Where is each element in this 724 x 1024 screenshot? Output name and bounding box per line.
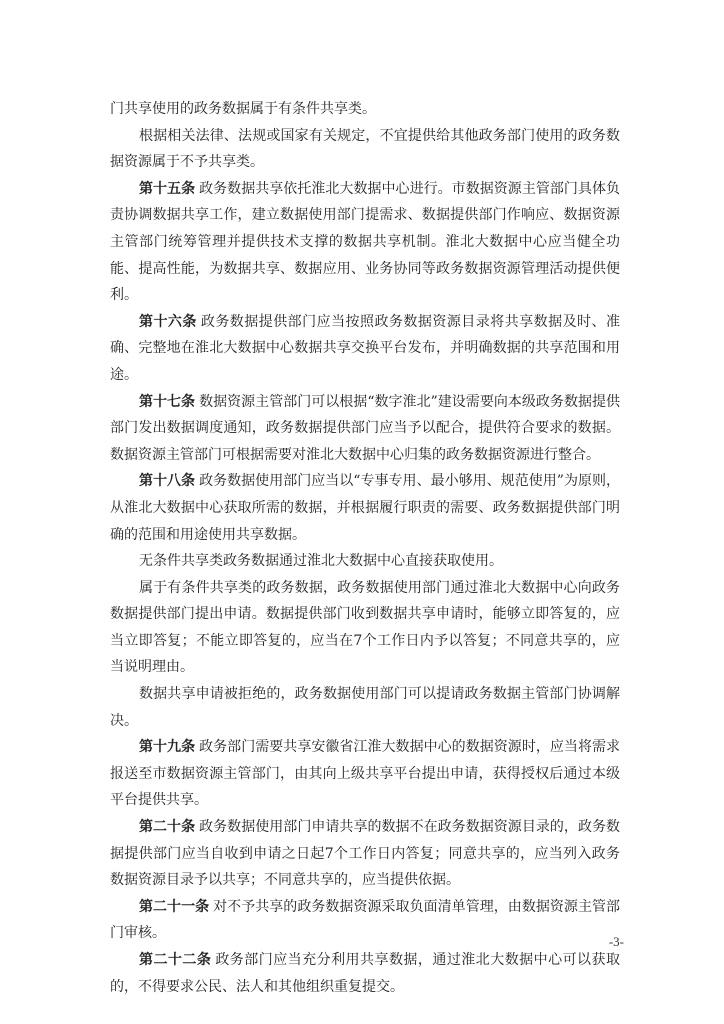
article-heading: 第十六条 — [139, 313, 197, 330]
paragraph — [110, 734, 620, 814]
paragraph-text: 门共享使用的政务数据属于有条件共享类。 — [110, 101, 376, 117]
document-body — [110, 96, 620, 1000]
paragraph-text: 数据共享申请被拒绝的，政务数据使用部门可以提请政务数据主管部门协调解决。 — [110, 686, 620, 729]
paragraph — [110, 814, 620, 894]
paragraph-text: 政务数据使用部门应当以“专事专用、最小够用、规范使用”为原则，从淮北大数据中心获取所需的数据，并根据履行职责的需要、政务数据提供部门明确的范围和用途使用共享数据。 — [110, 473, 620, 543]
paragraph-text: 政务部门应当充分利用共享数据，通过淮北大数据中心可以获取的，不得要求公民、法人和其他组织重复提交。 — [110, 952, 620, 995]
paragraph — [110, 123, 620, 176]
page-number: -3- — [608, 934, 624, 949]
paragraph — [110, 575, 620, 681]
paragraph — [110, 176, 620, 309]
article-heading: 第二十一条 — [139, 898, 210, 915]
paragraph — [110, 681, 620, 734]
article-heading: 第十八条 — [139, 473, 196, 490]
paragraph-text: 对不予共享的政务数据资源采取负面清单管理，由数据资源主管部门审核。 — [110, 898, 621, 942]
paragraph-text: 政务数据提供部门应当按照政务数据资源目录将共享数据及时、准确、完整地在淮北大数据中心数据共享交换平台发布，并明确数据的共享范围和用途。 — [110, 313, 620, 383]
paragraph — [110, 947, 620, 1000]
article-heading: 第二十条 — [139, 819, 196, 836]
article-heading: 第二十二条 — [139, 952, 212, 968]
paragraph — [110, 309, 620, 389]
paragraph — [110, 894, 620, 947]
paragraph-text: 根据相关法律、法规或国家有关规定，不宜提供给其他政务部门使用的政务数据资源属于不予共享类。 — [110, 127, 620, 171]
article-heading: 第十九条 — [139, 739, 196, 756]
paragraph-text: 政务数据使用部门申请共享的数据不在政务数据资源目录的，政务数据提供部门应当自收到申请之日起7个工作日内答复；同意共享的，应当列入政务数据资源目录予以共享；不同意共享的，应当提供依据。 — [110, 819, 621, 889]
paragraph-text: 无条件共享类政务数据通过淮北大数据中心直接获取使用。 — [139, 553, 503, 570]
paragraph — [110, 96, 620, 123]
paragraph-text: 属于有条件共享类的政务数据，政务数据使用部门通过淮北大数据中心向政务数据提供部门提出申请。数据提供部门收到数据共享申请时，能够立即答复的，应当立即答复；不能立即答复的，应当在7个工作日内予以答复；不同意共享的，应当说明理由。 — [110, 579, 620, 676]
article-heading: 第十五条 — [139, 180, 196, 197]
article-heading: 第十七条 — [139, 393, 196, 410]
paragraph — [110, 389, 620, 469]
paragraph-text: 政务数据共享依托淮北大数据中心进行。市数据资源主管部门具体负责协调数据共享工作，建立数据使用部门提需求、数据提供部门作响应、数据资源主管部门统筹管理并提供技术支撑的数据共享机制。淮北大数据中心应当健全功能、提高性能，为数据共享、数据应用、业务协同等政务数据资源管理活动提供便利。 — [110, 180, 621, 304]
paragraph-text: 数据资源主管部门可以根据“数字淮北”建设需要向本级政务数据提供部门发出数据调度通知，政务数据提供部门应当予以配合，提供符合要求的数据。数据资源主管部门可根据需要对淮北大数据中心归集的政务数据资源进行整合。 — [110, 393, 620, 463]
paragraph — [110, 548, 620, 575]
paragraph — [110, 468, 620, 548]
paragraph-text: 政务部门需要共享安徽省江淮大数据中心的数据资源时，应当将需求报送至市数据资源主管部门，由其向上级共享平台提出申请，获得授权后通过本级平台提供共享。 — [110, 739, 621, 809]
